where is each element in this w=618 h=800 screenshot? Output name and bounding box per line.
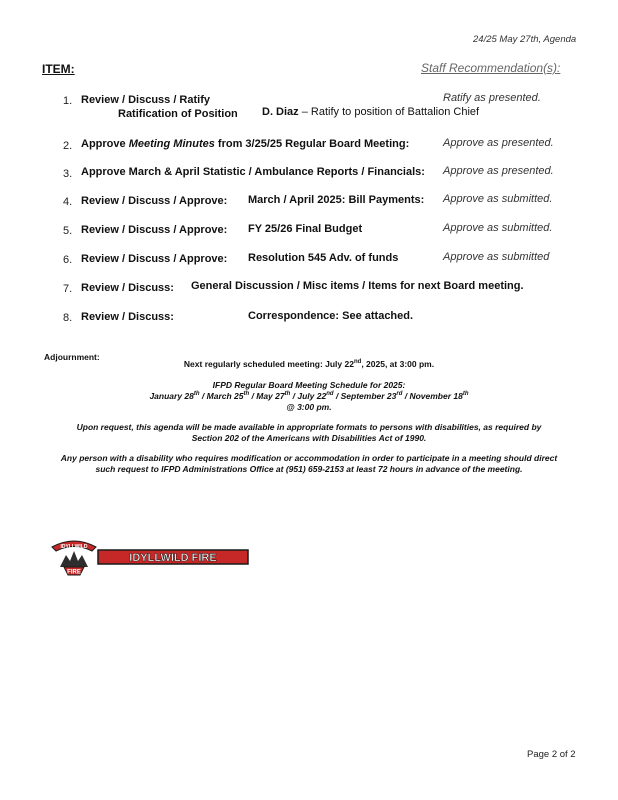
item-recommendation: Approve as presented. (443, 137, 554, 149)
schedule-date: / July 22 (290, 391, 327, 401)
item-sub-rest: – Ratify to position of Battalion Chief (298, 106, 480, 118)
item-number: 1. (63, 95, 73, 107)
item-recommendation: Approve as submitted. (443, 193, 553, 205)
schedule-dates (0, 391, 618, 401)
item-title: Approve March & April Statistic / Ambulance Reports / Financials: (81, 166, 425, 178)
item-title: Review / Discuss / Ratify (81, 94, 210, 106)
next-meeting (0, 359, 618, 369)
schedule-date-suffix: nd (326, 391, 334, 398)
item-detail: Correspondence: See attached. (248, 310, 414, 322)
item-recommendation: Approve as submitted (443, 251, 550, 263)
staff-recommendation-heading: Staff Recommendation(s): (421, 61, 561, 75)
schedule-date: January 28 (149, 391, 194, 401)
schedule-date: / May 27 (249, 391, 285, 401)
item-title: Review / Discuss / Approve: (81, 253, 228, 265)
item-number: 2. (63, 140, 73, 152)
request-notice-line2: such request to IFPD Administrations Office at (951) 659-2153 at least 72 hours in advance of the meeting. (95, 464, 523, 474)
schedule-date-suffix: th (243, 391, 250, 398)
logo-text: IDYLLWILD FIRE (129, 552, 217, 564)
next-meeting-post: , 2025, at 3:00 pm. (361, 359, 435, 369)
item-number: 5. (63, 225, 73, 237)
schedule-date-suffix: th (462, 391, 469, 398)
fire-badge-icon (52, 541, 96, 576)
schedule-date: / September 23 (333, 391, 397, 401)
item-title: Review / Discuss: (81, 311, 174, 323)
item-title: Review / Discuss / Approve: (81, 195, 228, 207)
item-number: 7. (63, 283, 73, 295)
next-meeting-pre: Next regularly scheduled meeting: July 22 (183, 359, 354, 369)
item-detail: Resolution 545 Adv. of funds (248, 252, 399, 264)
item-recommendation: Ratify as presented. (443, 92, 541, 104)
item-detail: General Discussion / Misc items / Items for next Board meeting. (191, 280, 524, 292)
item-detail: March / April 2025: Bill Payments: (248, 194, 425, 206)
item-number: 4. (63, 196, 73, 208)
item-number: 3. (63, 168, 73, 180)
item-title: Review / Discuss: (81, 282, 174, 294)
item-subtitle: Ratification of Position (118, 108, 238, 120)
item-recommendation: Approve as presented. (443, 165, 554, 177)
idyllwild-fire-logo (50, 537, 250, 577)
badge-top-text: IDYLLWILD (60, 544, 88, 550)
item-number: 6. (63, 254, 73, 266)
ada-notice-line2: Section 202 of the Americans with Disabilities Act of 1990. (191, 433, 427, 443)
schedule-date: / March 25 (199, 391, 244, 401)
schedule-time: @ 3:00 pm. (286, 402, 332, 412)
item-detail: FY 25/26 Final Budget (248, 223, 363, 235)
item-title: Review / Discuss / Approve: (81, 224, 228, 236)
schedule-date-suffix: th (284, 391, 291, 398)
schedule-title: IFPD Regular Board Meeting Schedule for 2025: (212, 380, 406, 390)
item-heading: ITEM: (42, 62, 75, 76)
item-title (81, 138, 409, 150)
next-meeting-sup: nd (353, 359, 362, 366)
item-title-em: Meeting Minutes (128, 138, 215, 150)
page-number: Page 2 of 2 (527, 749, 576, 760)
schedule-date-suffix: th (193, 391, 200, 398)
schedule-date: / November 18 (402, 391, 463, 401)
ada-notice-line1: Upon request, this agenda will be made available in appropriate formats to persons with disabilities, as required by (76, 422, 542, 432)
header-date: 24/25 May 27th, Agenda (473, 34, 577, 45)
schedule-date-suffix: rd (396, 391, 403, 398)
item-recommendation: Approve as submitted. (443, 222, 553, 234)
request-notice-line1: Any person with a disability who requires modification or accommodation in order to participate in a meeting should direct (60, 453, 558, 463)
item-title-pre: Approve (81, 138, 129, 150)
item-title-post: from 3/25/25 Regular Board Meeting: (214, 138, 410, 150)
badge-bottom-text: FIRE (67, 569, 81, 576)
item-sub-name: D. Diaz (262, 106, 299, 118)
item-number: 8. (63, 312, 73, 324)
adjournment-label: Adjournment: (44, 352, 100, 362)
item-sub-detail (262, 106, 479, 118)
